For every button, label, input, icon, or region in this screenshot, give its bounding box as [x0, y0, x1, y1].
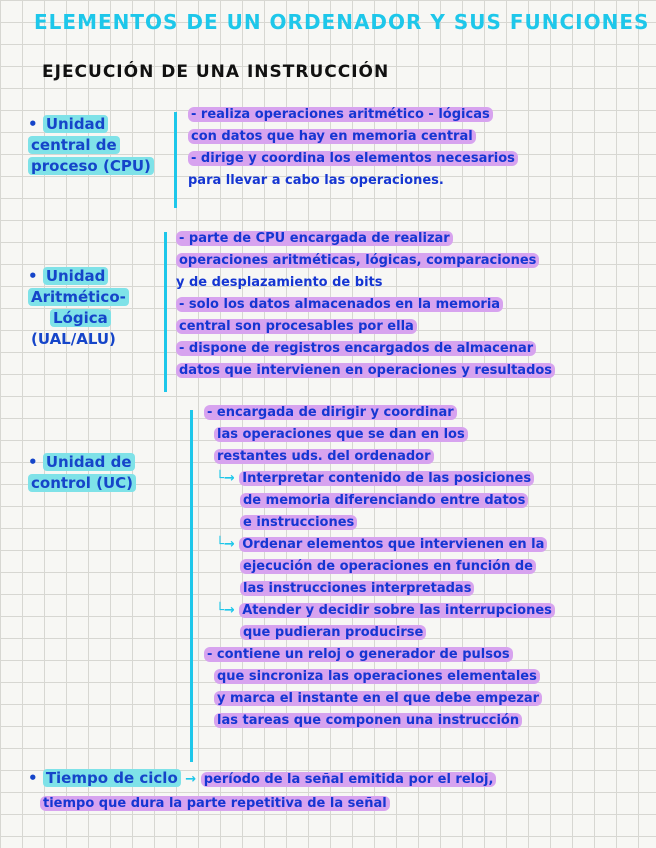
ual-line: central son procesables por ella — [176, 316, 555, 338]
uc-line: - encargada de dirigir y coordinar — [204, 402, 555, 424]
ual-line: operaciones aritméticas, lógicas, comparaciones — [176, 250, 555, 272]
uc-subitem-line: las instrucciones interpretadas — [204, 578, 555, 600]
cpu-term-line: proceso (CPU) — [28, 157, 154, 175]
ciclo-line: tiempo que dura la parte repetitiva de la señal — [28, 793, 496, 815]
uc-line: que sincroniza las operaciones elementales — [204, 666, 555, 688]
uc-subitem-line: ejecución de operaciones en función de — [204, 556, 555, 578]
uc-line: las tareas que componen una instrucción — [204, 710, 555, 732]
uc-subitem: └→ Atender y decidir sobre las interrupciones — [204, 600, 555, 622]
cpu-line: con datos que hay en memoria central — [188, 126, 518, 148]
ual-term-line: Aritmético- — [28, 288, 129, 306]
ual-term: • Unidad Aritmético- Lógica (UAL/ALU) — [28, 266, 168, 350]
ciclo-section — [28, 768, 496, 815]
cpu-line: - realiza operaciones aritmético - lógicas — [188, 104, 518, 126]
uc-subitem: └→ Interpretar contenido de las posiciones — [204, 468, 555, 490]
uc-subitem-line: e instrucciones — [204, 512, 555, 534]
uc-line: restantes uds. del ordenador — [204, 446, 555, 468]
uc-term-line: control (UC) — [28, 474, 136, 492]
uc-brace — [190, 410, 203, 762]
uc-line: - contiene un reloj o generador de pulsos — [204, 644, 555, 666]
cpu-term-line: Unidad — [43, 115, 109, 133]
ual-line: datos que intervienen en operaciones y resultados — [176, 360, 555, 382]
cpu-line: para llevar a cabo las operaciones. — [188, 173, 444, 188]
uc-subitem-line: de memoria diferenciando entre datos — [204, 490, 555, 512]
cpu-content — [188, 104, 518, 192]
ual-content — [176, 228, 555, 382]
ual-term-line: (UAL/ALU) — [31, 330, 116, 348]
ciclo-line: • Tiempo de ciclo → período de la señal emitida por el reloj, — [28, 768, 496, 791]
uc-content — [204, 402, 555, 732]
cpu-term: • Unidad central de proceso (CPU) — [28, 114, 168, 177]
ual-line: y de desplazamiento de bits — [176, 275, 383, 290]
uc-subitem-line: que pudieran producirse — [204, 622, 555, 644]
page-title: ELEMENTOS DE UN ORDENADOR Y SUS FUNCIONES — [34, 10, 650, 34]
uc-line: las operaciones que se dan en los — [204, 424, 555, 446]
uc-term-line: Unidad de — [43, 453, 135, 471]
uc-subitem: └→ Ordenar elementos que intervienen en la — [204, 534, 555, 556]
uc-line: y marca el instante en el que debe empezar — [204, 688, 555, 710]
ual-line: - parte de CPU encargada de realizar — [176, 228, 555, 250]
ual-term-line: Lógica — [50, 309, 111, 327]
page-subtitle: EJECUCIÓN DE UNA INSTRUCCIÓN — [42, 62, 390, 82]
cpu-brace — [174, 112, 187, 208]
ciclo-term: Tiempo de ciclo — [43, 769, 181, 787]
uc-term: • Unidad de control (UC) — [28, 452, 188, 494]
cpu-line: - dirige y coordina los elementos necesarios — [188, 148, 518, 170]
ual-line: - dispone de registros encargados de almacenar — [176, 338, 555, 360]
cpu-term-line: central de — [28, 136, 120, 154]
ual-term-line: Unidad — [43, 267, 109, 285]
ual-line: - solo los datos almacenados en la memoria — [176, 294, 555, 316]
